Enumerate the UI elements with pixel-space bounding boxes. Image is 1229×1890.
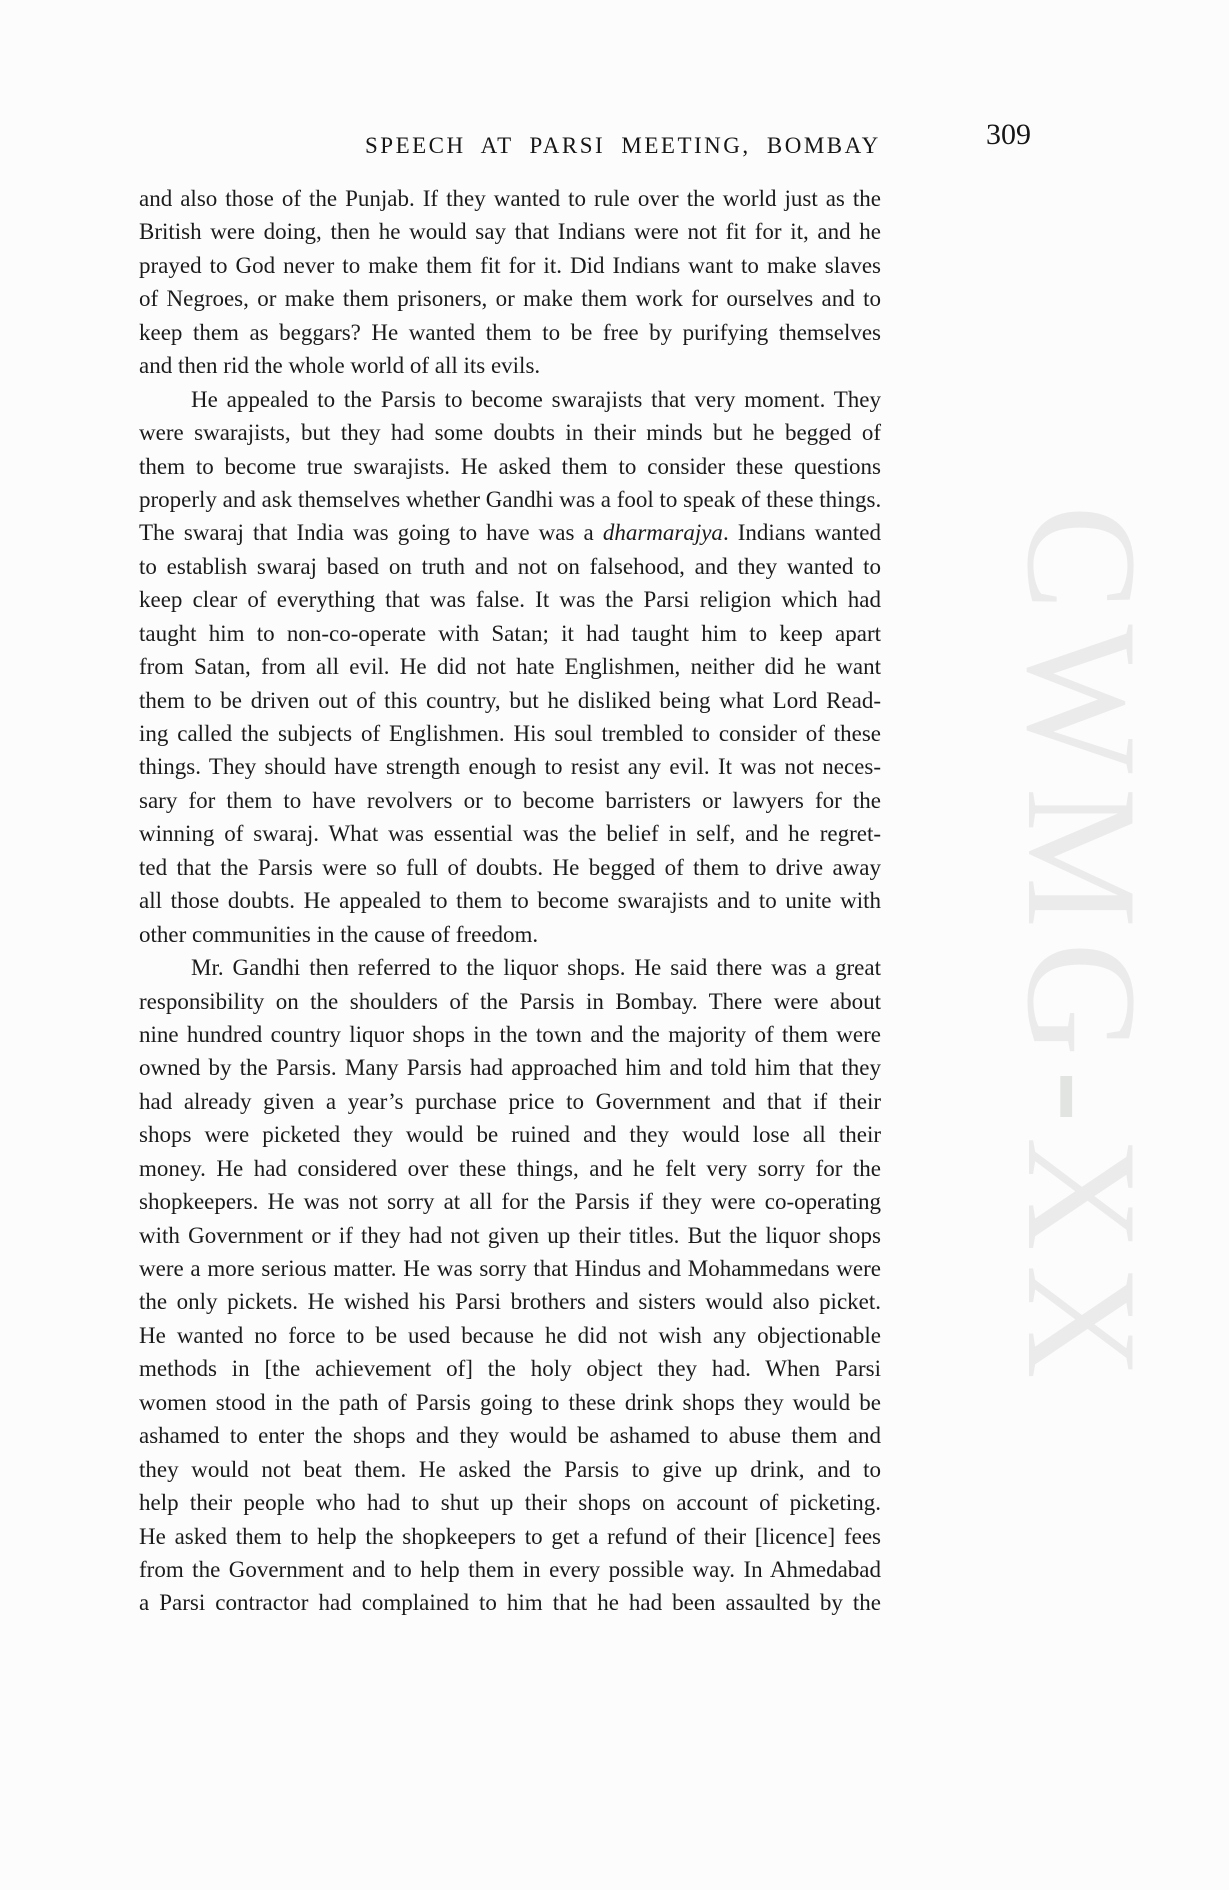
text-line bbox=[139, 583, 881, 616]
italic-term: dharmarajya bbox=[602, 520, 723, 546]
text-segment: were a more serious matter. He was sorry that Hindus and Mohammedans were bbox=[139, 1256, 881, 1281]
text-segment: sary for them to have revolvers or to become barristers or lawyers for the bbox=[139, 787, 881, 813]
text-segment: winning of swaraj. What was essential was the belief in self, and he regret- bbox=[139, 821, 881, 847]
text-line bbox=[139, 1185, 881, 1218]
text-segment: keep them as beggars? He wanted them to be free by purifying themselves bbox=[139, 319, 881, 345]
text-line bbox=[139, 1486, 881, 1519]
text-segment: taught him to non-co-operate with Satan; it had taught him to keep apart bbox=[139, 620, 881, 646]
text-line bbox=[139, 483, 881, 516]
text-segment: with Government or if they had not given up their titles. But the liquor shops bbox=[139, 1222, 881, 1248]
text-line bbox=[139, 684, 881, 717]
running-header-title: SPEECH AT PARSI MEETING, BOMBAY bbox=[365, 133, 881, 158]
text-segment: of Negroes, or make them prisoners, or make them work for ourselves and to bbox=[139, 286, 881, 312]
text-line bbox=[139, 1419, 881, 1452]
text-line bbox=[139, 1252, 881, 1285]
text-segment: . Indians wanted bbox=[722, 520, 881, 546]
text-segment: shopkeepers. He was not sorry at all for the Parsis if they were co-operating bbox=[139, 1189, 881, 1215]
text-segment: them to be driven out of this country, but he disliked being what Lord Read- bbox=[139, 687, 881, 713]
text-line bbox=[139, 884, 881, 917]
text-line bbox=[139, 1285, 881, 1318]
text-segment: nine hundred country liquor shops in the town and the majority of them were bbox=[139, 1021, 881, 1047]
text-segment: British were doing, then he would say that Indians were not fit for it, and he bbox=[139, 219, 881, 245]
text-segment: from the Government and to help them in every possible way. In Ahmedabad bbox=[139, 1556, 881, 1582]
text-segment: the only pickets. He wished his Parsi brothers and sisters would also picket. bbox=[139, 1289, 881, 1315]
text-line bbox=[139, 717, 881, 750]
text-segment: shops were picketed they would be ruined and they would lose all their bbox=[139, 1122, 881, 1148]
text-segment: responsibility on the shoulders of the Parsis in Bombay. There were about bbox=[139, 988, 881, 1014]
text-line bbox=[139, 1386, 881, 1419]
text-line bbox=[139, 550, 881, 583]
text-line bbox=[139, 918, 881, 951]
text-segment: methods in [the achievement of] the holy object they had. When Parsi bbox=[139, 1356, 881, 1382]
text-line bbox=[139, 1453, 881, 1486]
text-line bbox=[139, 516, 881, 549]
text-segment: ashamed to enter the shops and they would be ashamed to abuse them and bbox=[139, 1423, 881, 1449]
text-segment: to establish swaraj based on truth and not on falsehood, and they wanted to bbox=[139, 553, 881, 579]
text-line bbox=[139, 1219, 881, 1252]
watermark-hyphen: - bbox=[994, 1070, 1169, 1137]
watermark-letter: X bbox=[994, 1136, 1169, 1265]
text-line bbox=[139, 1118, 881, 1151]
text-line bbox=[139, 1520, 881, 1553]
text-line bbox=[139, 750, 881, 783]
text-line bbox=[139, 817, 881, 850]
text-line bbox=[139, 282, 881, 315]
text-segment: The swaraj that India was going to have was a bbox=[139, 520, 603, 546]
text-line bbox=[139, 985, 881, 1018]
body-text bbox=[139, 182, 881, 1620]
text-segment: were swarajists, but they had some doubts in their minds but he begged of bbox=[139, 420, 881, 446]
text-line bbox=[139, 1018, 881, 1051]
watermark-letter: C bbox=[994, 505, 1169, 625]
text-segment: and also those of the Punjab. If they wanted to rule over the world just as the bbox=[139, 186, 881, 211]
text-segment: other communities in the cause of freedom. bbox=[139, 921, 539, 947]
text-segment: had already given a year’s purchase price to Government and that if their bbox=[139, 1088, 881, 1114]
text-segment: He asked them to help the shopkeepers to get a refund of their [licence] fees bbox=[139, 1523, 881, 1549]
text-line bbox=[139, 617, 881, 650]
text-line bbox=[139, 1051, 881, 1084]
text-segment: prayed to God never to make them fit for it. Did Indians want to make slaves bbox=[139, 252, 881, 278]
text-line bbox=[139, 951, 881, 984]
cwmg-watermark bbox=[994, 505, 1169, 1393]
text-line bbox=[139, 650, 881, 683]
text-segment: Mr. Gandhi then referred to the liquor shops. He said there was a great bbox=[191, 955, 881, 981]
text-line bbox=[139, 383, 881, 416]
watermark-letter: M bbox=[994, 787, 1169, 943]
text-segment: help their people who had to shut up their shops on account of picketing. bbox=[139, 1490, 881, 1516]
page-number: 309 bbox=[986, 118, 1031, 151]
text-segment: owned by the Parsis. Many Parsis had approached him and told him that they bbox=[139, 1055, 881, 1081]
watermark-letter: W bbox=[994, 624, 1169, 788]
text-line bbox=[139, 1586, 881, 1619]
text-segment: ted that the Parsis were so full of doubts. He begged of them to drive away bbox=[139, 854, 881, 880]
text-segment: they would not beat them. He asked the Parsis to give up drink, and to bbox=[139, 1456, 881, 1482]
text-segment: women stood in the path of Parsis going to these drink shops they would be bbox=[139, 1389, 881, 1415]
text-line bbox=[139, 1152, 881, 1185]
text-segment: a Parsi contractor had complained to him that he had been assaulted by the bbox=[139, 1590, 881, 1616]
text-line bbox=[139, 1553, 881, 1586]
text-segment: He appealed to the Parsis to become swarajists that very moment. They bbox=[191, 386, 881, 412]
text-line bbox=[139, 450, 881, 483]
text-line bbox=[139, 249, 881, 282]
watermark-letter: X bbox=[994, 1264, 1169, 1393]
text-segment: and then rid the whole world of all its evils. bbox=[139, 353, 541, 379]
text-line bbox=[139, 316, 881, 349]
text-line bbox=[139, 784, 881, 817]
text-segment: properly and ask themselves whether Gandhi was a fool to speak of these things. bbox=[139, 486, 882, 512]
watermark-letter: G bbox=[994, 942, 1169, 1071]
text-line bbox=[139, 416, 881, 449]
text-segment: keep clear of everything that was false. It was the Parsi religion which had bbox=[139, 587, 881, 613]
text-line bbox=[139, 851, 881, 884]
text-segment: He wanted no force to be used because he did not wish any objectionable bbox=[139, 1322, 881, 1348]
text-segment: things. They should have strength enough to resist any evil. It was not neces- bbox=[139, 754, 881, 780]
text-line bbox=[139, 182, 881, 215]
text-segment: from Satan, from all evil. He did not hate Englishmen, neither did he want bbox=[139, 654, 881, 680]
text-line bbox=[139, 215, 881, 248]
text-line bbox=[139, 1352, 881, 1385]
text-line bbox=[139, 1085, 881, 1118]
text-line bbox=[139, 1319, 881, 1352]
text-segment: ing called the subjects of Englishmen. His soul trembled to consider of these bbox=[139, 721, 881, 746]
text-segment: all those doubts. He appealed to them to become swarajists and to unite with bbox=[139, 888, 881, 914]
text-segment: money. He had considered over these things, and he felt very sorry for the bbox=[139, 1155, 881, 1181]
text-line bbox=[139, 349, 881, 382]
text-segment: them to become true swarajists. He asked them to consider these questions bbox=[139, 453, 881, 479]
